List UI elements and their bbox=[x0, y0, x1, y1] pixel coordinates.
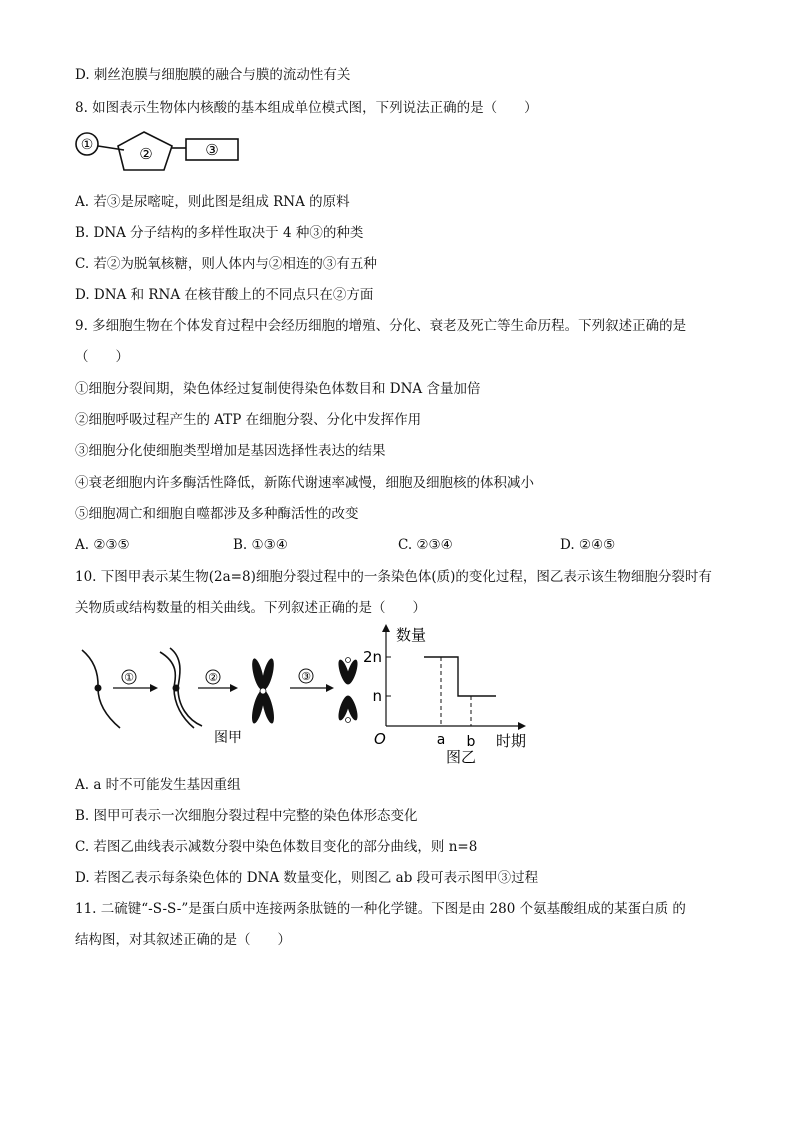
q8-label-2: ② bbox=[139, 145, 153, 163]
q8-option-d: D. DNA 和 RNA 在核苷酸上的不同点只在②方面 bbox=[75, 287, 374, 303]
y-tick-label-n: n bbox=[372, 687, 382, 705]
centromere-dot-3 bbox=[260, 688, 266, 694]
q9-statement-1: ①细胞分裂间期，染色体经过复制使得染色体数目和 DNA 含量加倍 bbox=[75, 381, 481, 397]
q9-option-d: D. ②④⑤ bbox=[560, 537, 616, 553]
q8-label-1: ① bbox=[80, 137, 94, 153]
q9-option-a: A. ②③⑤ bbox=[75, 537, 130, 553]
y-axis-label: 数量 bbox=[396, 626, 427, 644]
bond-line-1 bbox=[98, 146, 124, 150]
q9-stem-line1: 9. 多细胞生物在个体发育过程中会经历细胞的增殖、分化、衰老及死亡等生命历程。下列叙述正确的是 bbox=[75, 318, 687, 334]
prev-question-option-d: D. 刺丝泡膜与细胞膜的融合与膜的流动性有关 bbox=[75, 67, 351, 83]
q10-option-b: B. 图甲可表示一次细胞分裂过程中完整的染色体形态变化 bbox=[75, 808, 418, 824]
q9-option-c: C. ②③④ bbox=[398, 537, 453, 553]
arrow-3-head bbox=[326, 684, 334, 692]
q10-figure-yi bbox=[360, 622, 540, 768]
centromere-dot-2 bbox=[173, 685, 180, 692]
q9-stem-line2: （ ） bbox=[75, 349, 129, 365]
q9-statement-5: ⑤细胞凋亡和细胞自噬都涉及多种酶活性的改变 bbox=[75, 506, 359, 522]
q9-option-b: B. ①③④ bbox=[233, 537, 288, 553]
q10-option-a: A. a 时不可能发生基因重组 bbox=[75, 777, 241, 793]
q8-nucleotide-figure bbox=[72, 128, 244, 178]
centromere-dot-1 bbox=[95, 685, 102, 692]
q9-statement-4: ④衰老细胞内许多酶活性降低，新陈代谢速率减慢，细胞及细胞核的体积减小 bbox=[75, 475, 534, 491]
y-axis-arrow bbox=[382, 624, 390, 632]
q10-option-c: C. 若图乙曲线表示减数分裂中染色体数目变化的部分曲线，则 n=8 bbox=[75, 839, 478, 855]
arrow-1-head bbox=[150, 684, 158, 692]
q8-label-3: ③ bbox=[205, 141, 219, 159]
x-tick-label-b: b bbox=[466, 734, 476, 750]
centromere-dot-4 bbox=[346, 658, 351, 663]
q10-figure-jia bbox=[70, 630, 370, 750]
q10-stem-line1: 10. 下图甲表示某生物(2a=8)细胞分裂过程中的一条染色体(质)的变化过程，图乙表示该生物细胞分裂时有 bbox=[75, 569, 712, 585]
q11-stem-line1: 11. 二硫键“-S-S-”是蛋白质中连接两条肽链的一种化学键。下图是由 280 个氨基酸组成的某蛋白质 的 bbox=[75, 901, 686, 917]
origin-label: O bbox=[374, 730, 386, 748]
q9-statement-3: ③细胞分化使细胞类型增加是基因选择性表达的结果 bbox=[75, 443, 386, 459]
centromere-dot-5 bbox=[346, 718, 351, 723]
q8-option-b: B. DNA 分子结构的多样性取决于 4 种③的种类 bbox=[75, 225, 364, 241]
step-1-label: ① bbox=[124, 671, 134, 684]
x-tick-label-a: a bbox=[436, 732, 446, 748]
y-tick-label-2n: 2n bbox=[362, 648, 382, 666]
step-2-label: ② bbox=[208, 671, 218, 684]
q9-statement-2: ②细胞呼吸过程产生的 ATP 在细胞分裂、分化中发挥作用 bbox=[75, 412, 422, 428]
x-axis-arrow bbox=[518, 722, 526, 730]
q10-option-d: D. 若图乙表示每条染色体的 DNA 数量变化，则图乙 ab 段可表示图甲③过程 bbox=[75, 870, 539, 886]
q8-option-a: A. 若③是尿嘧啶，则此图是组成 RNA 的原料 bbox=[75, 194, 350, 210]
quantity-curve bbox=[424, 657, 496, 696]
step-3-label: ③ bbox=[301, 670, 311, 683]
q8-option-c: C. 若②为脱氧核糖，则人体内与②相连的③有五种 bbox=[75, 256, 377, 272]
fig-yi-caption: 图乙 bbox=[445, 748, 477, 766]
fig-jia-caption: 图甲 bbox=[214, 730, 242, 746]
q11-stem-line2: 结构图，对其叙述正确的是（ ） bbox=[75, 932, 291, 948]
arrow-2-head bbox=[230, 684, 238, 692]
q10-stem-line2: 关物质或结构数量的相关曲线。下列叙述正确的是（ ） bbox=[75, 600, 426, 616]
x-axis-label: 时期 bbox=[496, 732, 527, 750]
q8-stem: 8. 如图表示生物体内核酸的基本组成单位模式图，下列说法正确的是（ ） bbox=[75, 100, 538, 116]
